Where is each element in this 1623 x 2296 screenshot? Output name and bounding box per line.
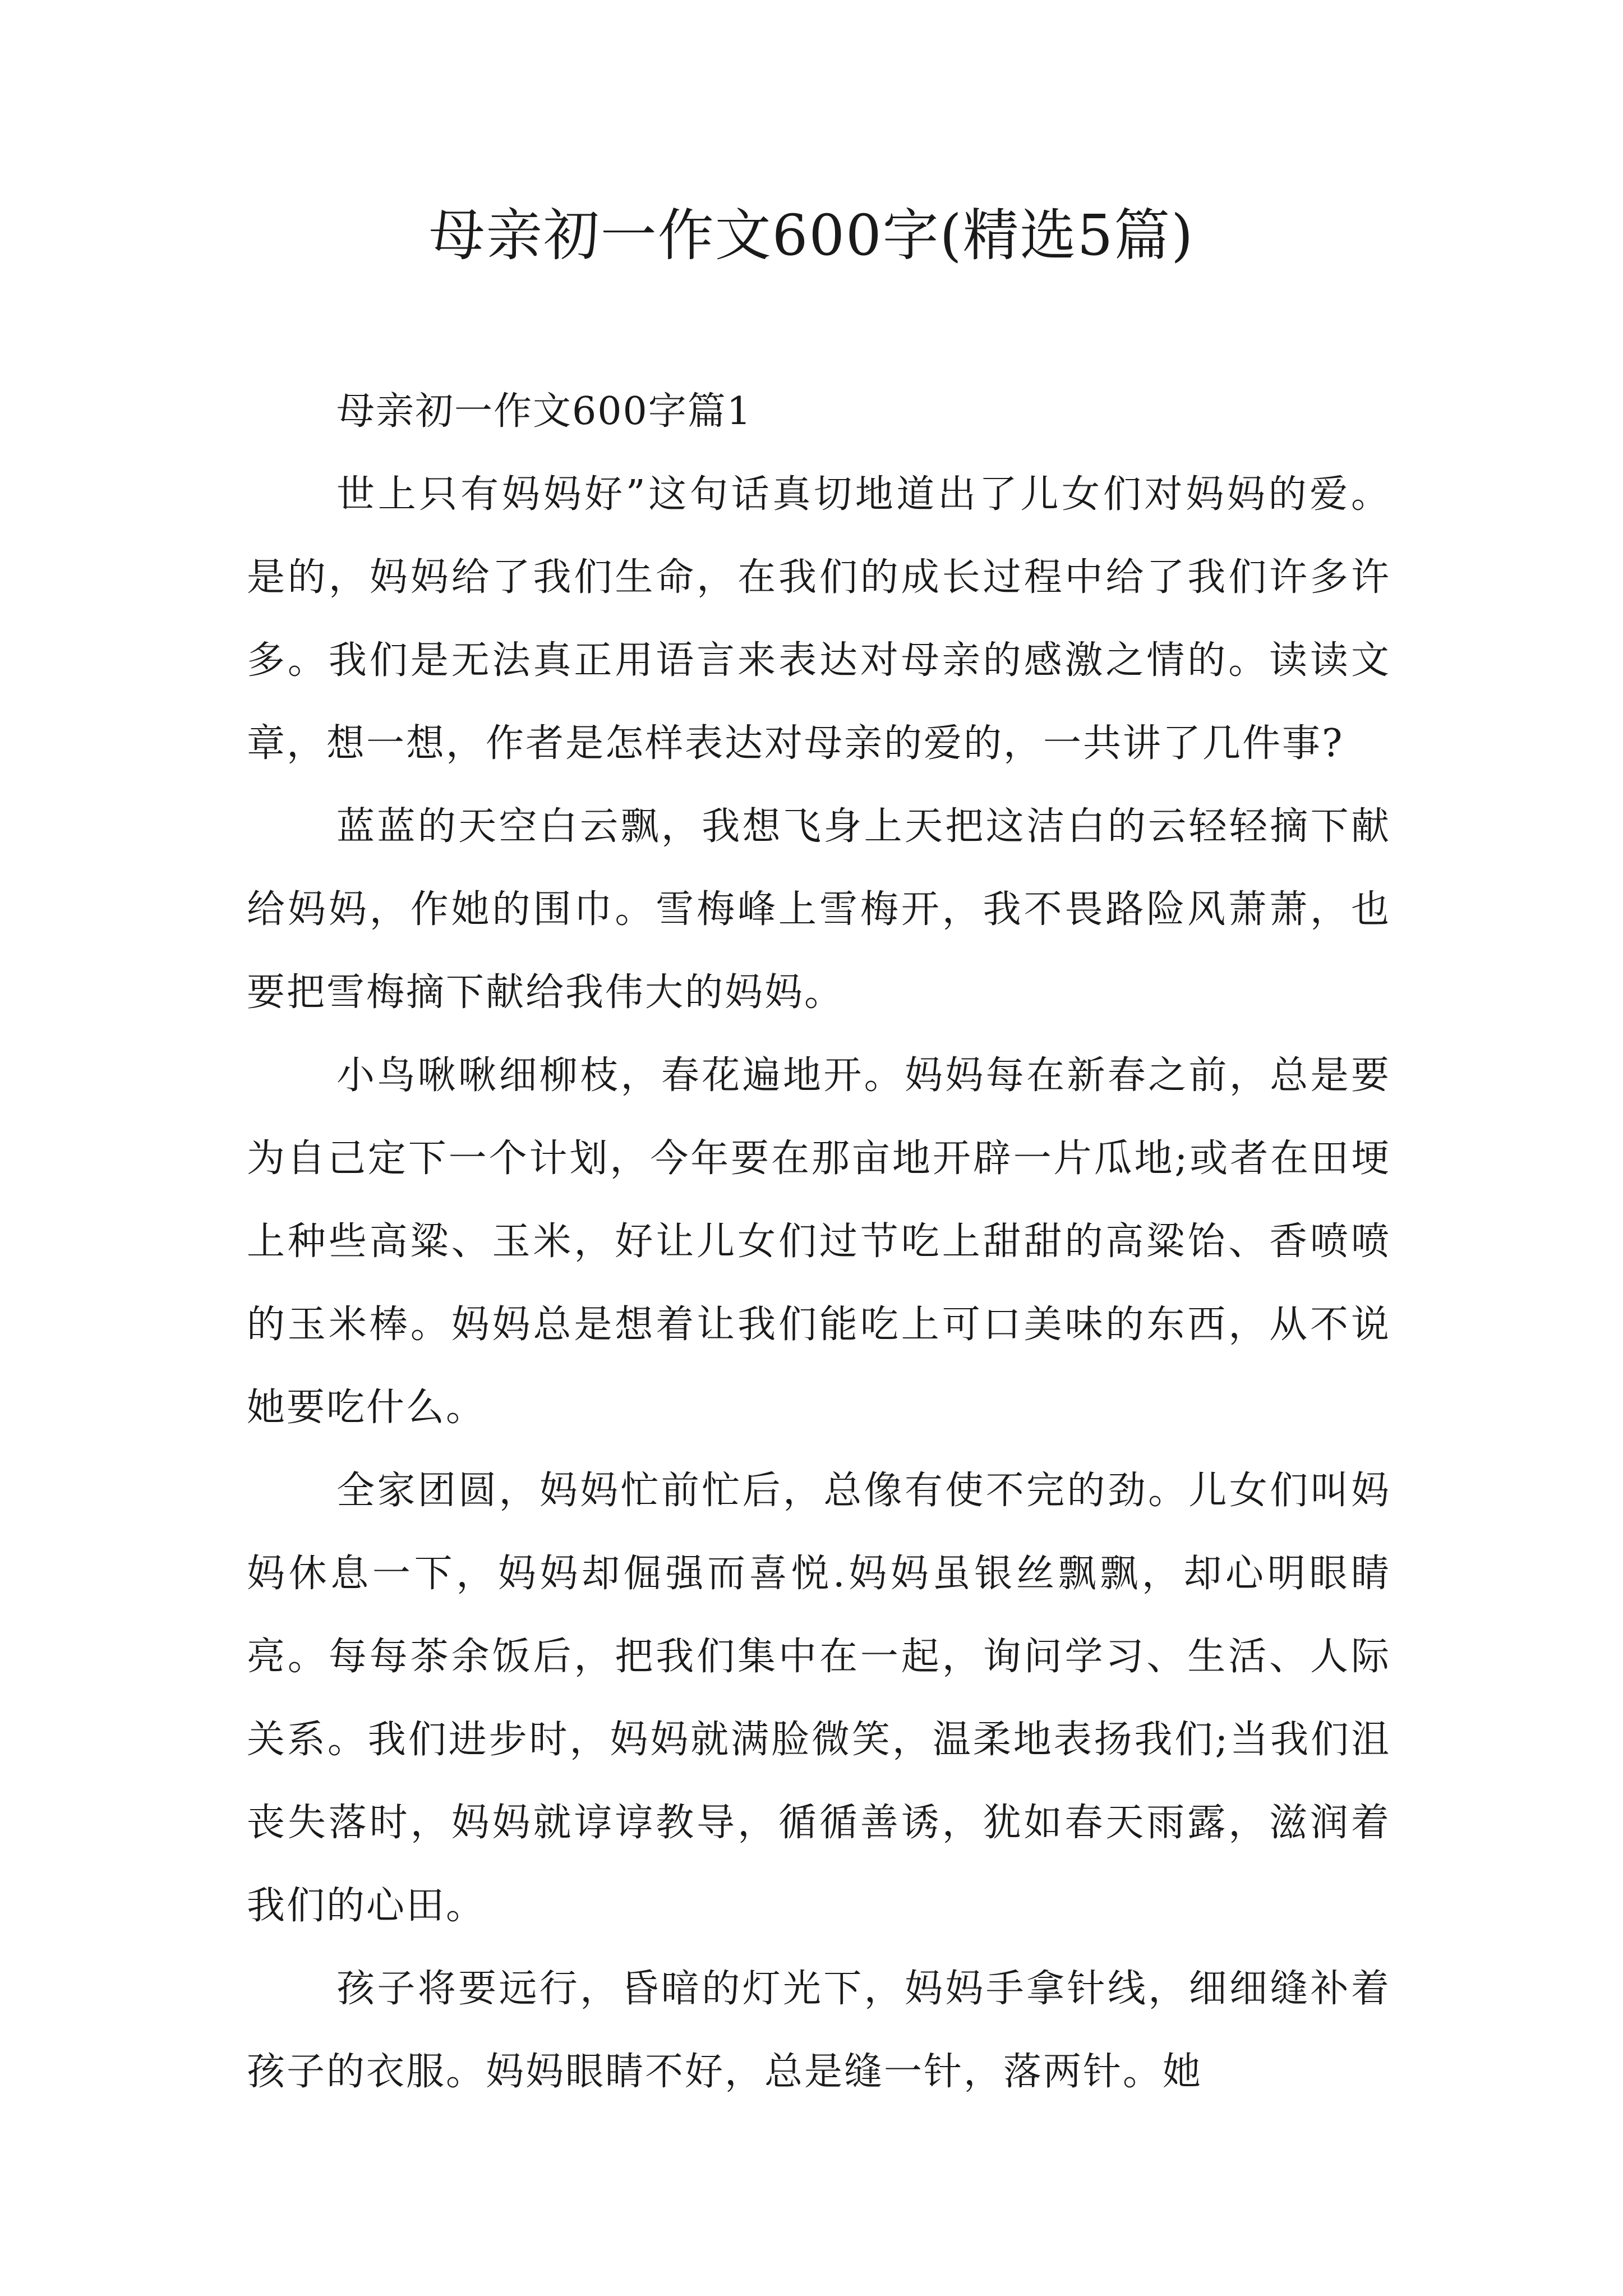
paragraph: 全家团圆，妈妈忙前忙后，总像有使不完的劲。儿女们叫妈妈休息一下，妈妈却倔强而喜悦.妈妈虽银丝飘飘，却心明眼睛亮。每每茶余饭后，把我们集中在一起，询问学习、生活、人际关系。我们进步时，妈妈就满脸微笑，温柔地表扬我们;当我们沮丧失落时，妈妈就谆谆教导，循循善诱，犹如春天雨露，滋润着我们的心田。 bbox=[247, 1469, 1391, 1928]
document-title: 母亲初一作文600字(精选5篇) bbox=[428, 203, 1195, 268]
paragraph: 蓝蓝的天空白云飘，我想飞身上天把这洁白的云轻轻摘下献给妈妈，作她的围巾。雪梅峰上雪梅开，我不畏路险风萧萧，也要把雪梅摘下献给我伟大的妈妈。 bbox=[247, 804, 1391, 1015]
section-heading: 母亲初一作文600字篇1 bbox=[336, 389, 753, 434]
document-body bbox=[247, 370, 1391, 2114]
paragraph: 世上只有妈妈好”这句话真切地道出了儿女们对妈妈的爱。是的，妈妈给了我们生命，在我们的成长过程中给了我们许多许多。我们是无法真正用语言来表达对母亲的感激之情的。读读文章，想一想，作者是怎样表达对母亲的爱的，一共讲了几件事? bbox=[247, 472, 1391, 766]
paragraph: 小鸟啾啾细柳枝，春花遍地开。妈妈每在新春之前，总是要为自己定下一个计划，今年要在那亩地开辟一片瓜地;或者在田埂上种些高粱、玉米，好让儿女们过节吃上甜甜的高粱饴、香喷喷的玉米棒。妈妈总是想着让我们能吃上可口美味的东西，从不说她要吃什么。 bbox=[247, 1053, 1391, 1430]
paragraph: 孩子将要远行，昏暗的灯光下，妈妈手拿针线，细细缝补着孩子的衣服。妈妈眼睛不好，总是缝一针，落两针。她 bbox=[247, 1967, 1391, 2094]
